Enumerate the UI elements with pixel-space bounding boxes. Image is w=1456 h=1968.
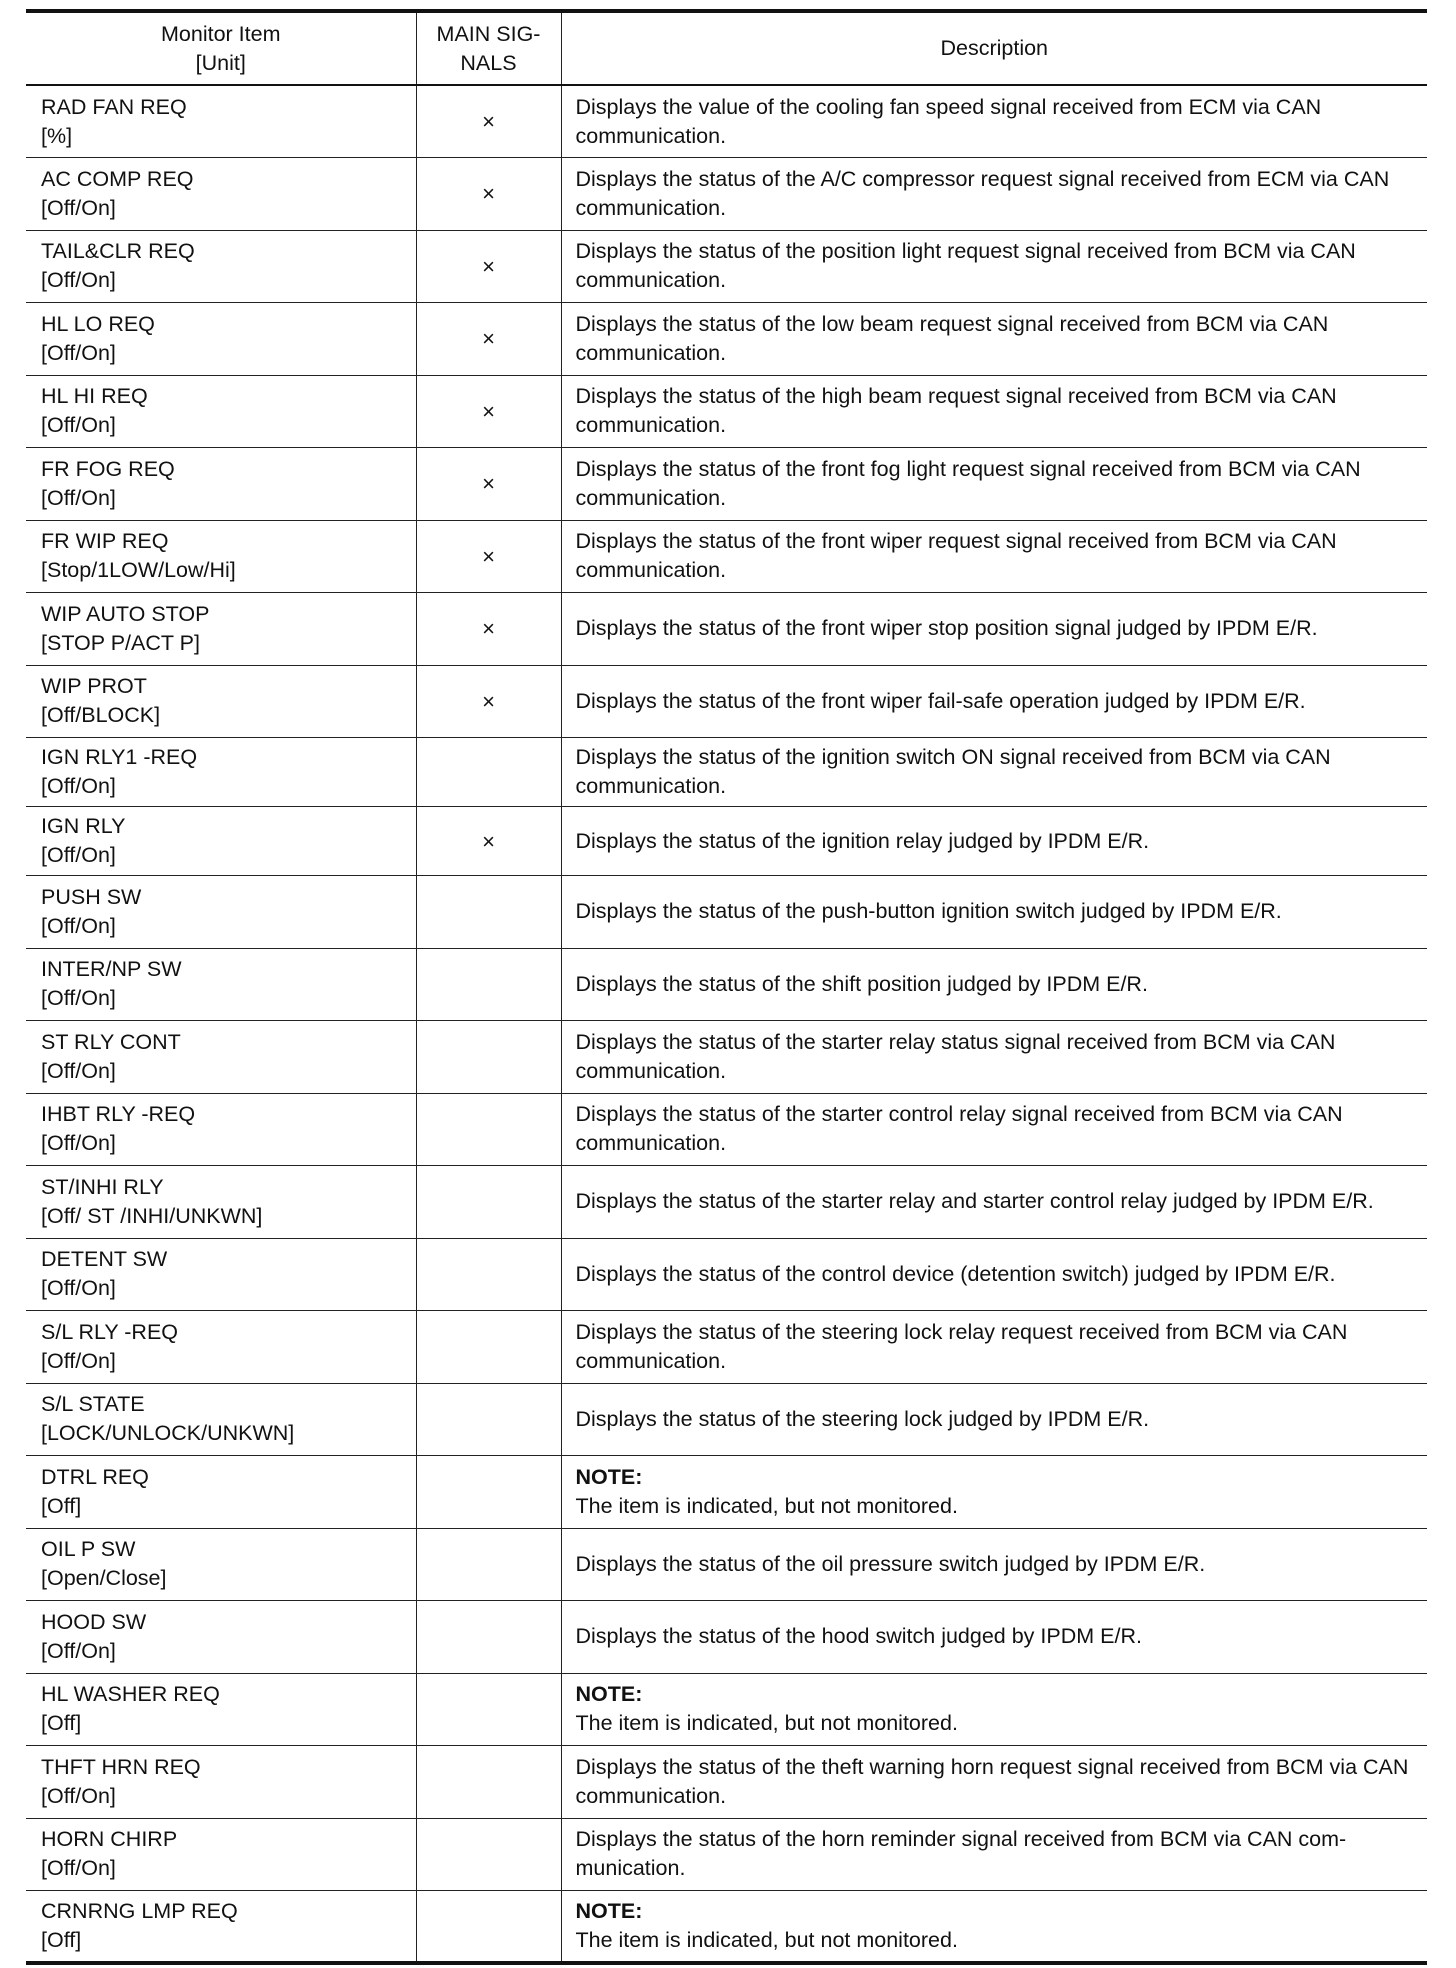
monitor-item-unit: [Off] [41,1493,82,1518]
monitor-item-cell [26,1673,416,1746]
monitor-item-unit: [Off/On] [41,268,116,293]
monitor-item-unit: [Off/On] [41,195,116,220]
monitor-item-name: HL WASHER REQ [41,1682,220,1707]
monitor-item-name: IGN RLY [41,814,126,838]
table-row [26,1093,1427,1166]
table-row [26,593,1427,666]
header-unit-label: [Unit] [195,50,246,75]
table-row [26,738,1427,807]
monitor-item-name: HORN CHIRP [41,1827,178,1852]
table-row [26,520,1427,593]
header-main-signals-line2: NALS [460,50,517,75]
monitor-item-name: AC COMP REQ [41,166,194,191]
monitor-item-cell [26,665,416,738]
monitor-item-cell [26,948,416,1021]
header-main-signals [416,11,561,85]
description-cell: Displays the status of the starter relay status signal received from BCM via CAN communication. [561,1021,1427,1094]
monitor-item-unit: [Off/On] [41,1058,116,1083]
description-cell: Displays the status of the oil pressure switch judged by IPDM E/R. [561,1528,1427,1601]
monitor-item-name: PUSH SW [41,884,142,909]
main-signal-mark: × [416,448,561,521]
main-signal-mark [416,948,561,1021]
note-label: NOTE: [575,1464,643,1489]
description-cell [561,1891,1427,1964]
description-cell: Displays the status of the shift position judged by IPDM E/R. [561,948,1427,1021]
description-cell: Displays the status of the starter control relay signal received from BCM via CAN communication. [561,1093,1427,1166]
monitor-item-unit: [Off/On] [41,986,116,1011]
main-signal-mark: × [416,593,561,666]
main-signal-mark [416,1818,561,1891]
description-cell [561,1456,1427,1529]
monitor-item-name: HL HI REQ [41,384,148,409]
header-main-signals-line1: MAIN SIG- [436,21,541,46]
main-signal-mark: × [416,665,561,738]
description-cell: Displays the status of the front fog light request signal received from BCM via CAN communication. [561,448,1427,521]
description-cell: Displays the status of the front wiper stop position signal judged by IPDM E/R. [561,593,1427,666]
main-signal-mark: × [416,85,561,158]
main-signal-mark [416,1601,561,1674]
monitor-item-name: FR FOG REQ [41,456,175,481]
table-row [26,1311,1427,1384]
monitor-item-cell [26,738,416,807]
description-cell: Displays the status of the ignition switch ON signal received from BCM via CAN communication. [561,738,1427,807]
table-row [26,1601,1427,1674]
monitor-item-name: THFT HRN REQ [41,1754,201,1779]
main-signal-mark: × [416,158,561,231]
monitor-item-cell [26,1601,416,1674]
main-signal-mark [416,1456,561,1529]
table-row [26,230,1427,303]
monitor-item-unit: [LOCK/UNLOCK/UNKWN] [41,1421,295,1446]
monitor-item-name: CRNRNG LMP REQ [41,1899,238,1923]
monitor-item-name: IHBT RLY -REQ [41,1102,196,1127]
monitor-item-unit: [STOP P/ACT P] [41,630,200,655]
note-label: NOTE: [575,1899,643,1923]
main-signal-mark [416,1383,561,1456]
monitor-item-cell [26,1528,416,1601]
monitor-item-name: INTER/NP SW [41,957,182,982]
table-header-row [26,11,1427,85]
monitor-item-cell [26,520,416,593]
monitor-item-name: WIP PROT [41,674,147,699]
main-signal-mark: × [416,375,561,448]
monitor-item-unit: [Off/On] [41,1856,116,1881]
description-cell: Displays the status of the steering lock relay request received from BCM via CAN communication. [561,1311,1427,1384]
monitor-item-cell [26,1093,416,1166]
main-signal-mark [416,1891,561,1964]
monitor-item-name: IGN RLY1 -REQ [41,745,198,769]
monitor-item-unit: [Open/Close] [41,1566,167,1591]
note-text: The item is indicated, but not monitored. [575,1493,958,1518]
table-row [26,1166,1427,1239]
description-cell: Displays the status of the low beam request signal received from BCM via CAN communication. [561,303,1427,376]
monitor-item-table [26,9,1427,1965]
main-signal-mark: × [416,230,561,303]
note-text: The item is indicated, but not monitored. [575,1711,958,1736]
monitor-item-cell [26,1311,416,1384]
monitor-item-cell [26,807,416,876]
description-cell [561,1673,1427,1746]
monitor-item-name: DTRL REQ [41,1464,149,1489]
table-row [26,1891,1427,1964]
table-row [26,303,1427,376]
table-row [26,158,1427,231]
monitor-item-name: ST RLY CONT [41,1029,181,1054]
monitor-item-unit: [Off/ ST /INHI/UNKWN] [41,1203,263,1228]
monitor-item-cell [26,1383,416,1456]
table-row [26,1021,1427,1094]
monitor-item-unit: [Off/On] [41,413,116,438]
monitor-item-unit: [Off/On] [41,1276,116,1301]
monitor-item-unit: [Off/BLOCK] [41,703,161,728]
monitor-item-cell [26,85,416,158]
monitor-item-unit: [%] [41,123,73,148]
monitor-item-cell [26,1166,416,1239]
table-row [26,807,1427,876]
monitor-item-cell [26,1238,416,1311]
monitor-item-name: OIL P SW [41,1537,136,1562]
monitor-item-name: ST/INHI RLY [41,1174,164,1199]
monitor-item-unit: [Off/On] [41,1131,116,1156]
monitor-item-unit: [Off/On] [41,843,116,867]
description-cell: Displays the status of the hood switch judged by IPDM E/R. [561,1601,1427,1674]
main-signal-mark: × [416,807,561,876]
monitor-item-cell [26,158,416,231]
table-row [26,1818,1427,1891]
main-signal-mark [416,1311,561,1384]
monitor-item-cell [26,448,416,521]
monitor-item-unit: [Off] [41,1711,82,1736]
monitor-item-name: HOOD SW [41,1609,147,1634]
main-signal-mark [416,1166,561,1239]
main-signal-mark [416,876,561,949]
monitor-item-cell [26,1746,416,1819]
description-cell: Displays the status of the ignition relay judged by IPDM E/R. [561,807,1427,876]
main-signal-mark [416,1746,561,1819]
table-row [26,948,1427,1021]
main-signal-mark: × [416,303,561,376]
monitor-item-unit: [Off] [41,1928,82,1952]
main-signal-mark [416,1238,561,1311]
monitor-item-unit: [Off/On] [41,913,116,938]
description-cell: Displays the status of the front wiper fail-safe operation judged by IPDM E/R. [561,665,1427,738]
table-row [26,85,1427,158]
table-row [26,876,1427,949]
note-text: The item is indicated, but not monitored. [575,1928,958,1952]
monitor-item-name: WIP AUTO STOP [41,601,210,626]
monitor-item-name: TAIL&CLR REQ [41,239,195,264]
main-signal-mark [416,1528,561,1601]
header-description: Description [561,11,1427,85]
description-cell: Displays the status of the position light request signal received from BCM via CAN communication. [561,230,1427,303]
table-row [26,1528,1427,1601]
description-cell: Displays the status of the horn reminder signal received from BCM via CAN com-munication. [561,1818,1427,1891]
description-cell: Displays the status of the control device (detention switch) judged by IPDM E/R. [561,1238,1427,1311]
description-cell: Displays the value of the cooling fan speed signal received from ECM via CAN communication. [561,85,1427,158]
header-monitor-item-label: Monitor Item [161,21,281,46]
monitor-item-unit: [Off/On] [41,774,116,798]
monitor-item-name: DETENT SW [41,1247,168,1272]
monitor-item-name: S/L STATE [41,1392,145,1417]
monitor-item-name: HL LO REQ [41,311,155,336]
monitor-item-cell [26,1021,416,1094]
monitor-item-unit: [Off/On] [41,485,116,510]
monitor-item-cell [26,1818,416,1891]
main-signal-mark: × [416,520,561,593]
description-cell: Displays the status of the theft warning horn request signal received from BCM via CAN communication. [561,1746,1427,1819]
monitor-item-name: FR WIP REQ [41,529,169,554]
monitor-item-name: S/L RLY -REQ [41,1319,179,1344]
table-row [26,375,1427,448]
table-row [26,448,1427,521]
description-cell: Displays the status of the starter relay and starter control relay judged by IPDM E/R. [561,1166,1427,1239]
main-signal-mark [416,738,561,807]
monitor-item-unit: [Off/On] [41,1783,116,1808]
monitor-item-cell [26,1891,416,1964]
header-monitor-item [26,11,416,85]
table-row [26,1383,1427,1456]
table-row [26,1673,1427,1746]
description-cell: Displays the status of the front wiper request signal received from BCM via CAN communication. [561,520,1427,593]
description-cell: Displays the status of the high beam request signal received from BCM via CAN communication. [561,375,1427,448]
monitor-item-cell [26,1456,416,1529]
description-cell: Displays the status of the A/C compressor request signal received from ECM via CAN communication. [561,158,1427,231]
monitor-item-unit: [Stop/1LOW/Low/Hi] [41,558,236,583]
description-cell: Displays the status of the steering lock judged by IPDM E/R. [561,1383,1427,1456]
monitor-item-cell [26,876,416,949]
table-row [26,1238,1427,1311]
monitor-item-unit: [Off/On] [41,340,116,365]
monitor-item-cell [26,375,416,448]
monitor-item-name: RAD FAN REQ [41,94,187,119]
note-label: NOTE: [575,1682,643,1707]
table-body [26,85,1427,1963]
table-row [26,1456,1427,1529]
monitor-item-cell [26,303,416,376]
monitor-item-unit: [Off/On] [41,1638,116,1663]
table-row [26,665,1427,738]
table-row [26,1746,1427,1819]
main-signal-mark [416,1673,561,1746]
description-cell: Displays the status of the push-button ignition switch judged by IPDM E/R. [561,876,1427,949]
monitor-item-unit: [Off/On] [41,1348,116,1373]
main-signal-mark [416,1093,561,1166]
monitor-item-cell [26,230,416,303]
main-signal-mark [416,1021,561,1094]
monitor-item-cell [26,593,416,666]
